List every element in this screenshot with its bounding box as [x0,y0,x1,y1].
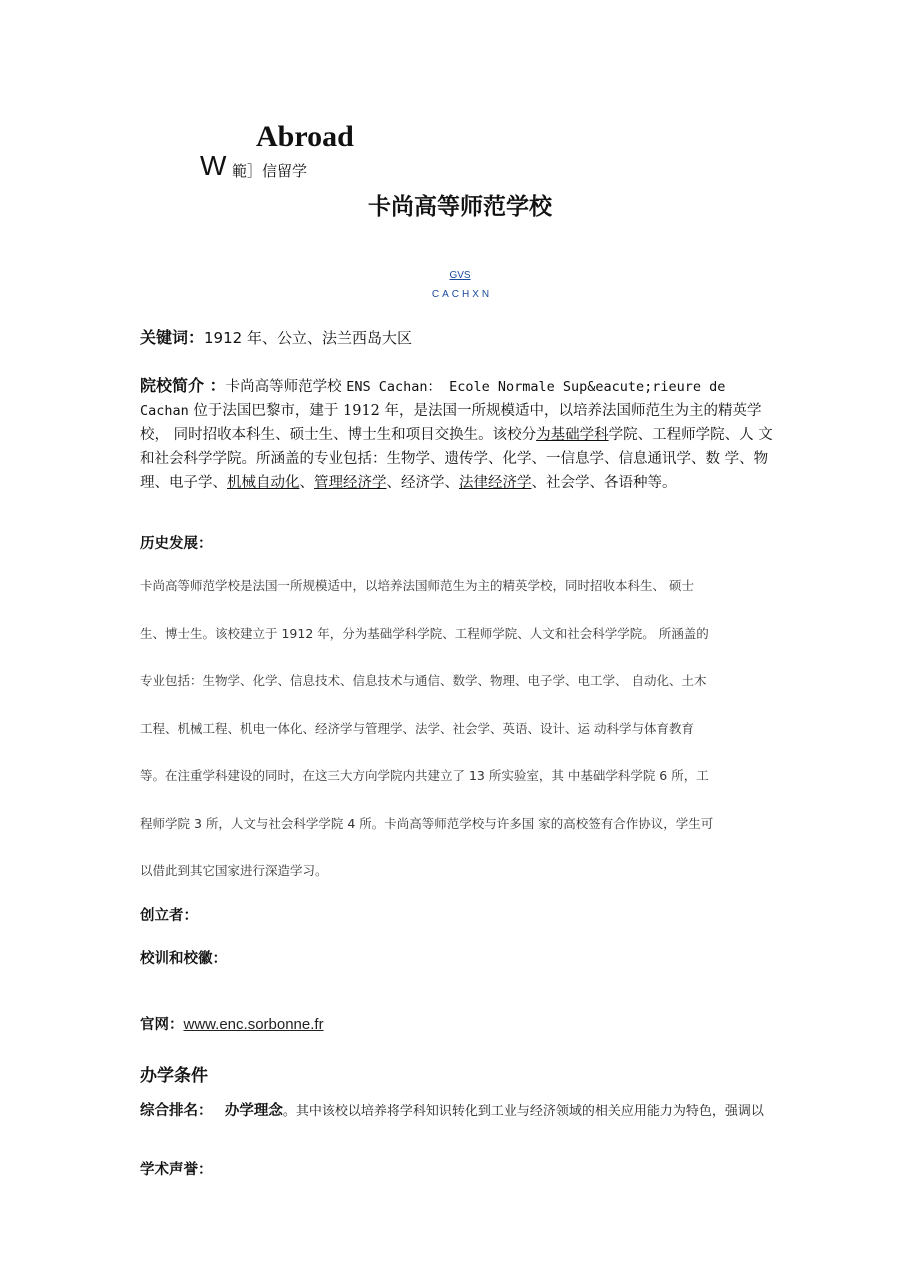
history-line: 工程、机械工程、机电一体化、经济学与管理学、法学、社会学、英语、设计、运 动科学与体育教育 [140,720,694,736]
intro-text: 卡尚高等师范学校 [225,379,347,395]
founder-heading: 创立者： [140,908,198,924]
intro-separator: 、 [299,475,314,491]
intro-text: 位于法国巴黎市，建于 1912 年，是法国一所规模适中，以培养法国师范生为主的精英学校， 同时招收本科生、硕士生、博士生和项目交换生。该校分 [140,403,762,443]
page-title: 卡尚高等师范学校 [368,194,552,220]
logo-abroad: Abroad [256,120,354,153]
emblem-caption: CACHXN [431,289,493,300]
philosophy-label: 办学理念 [224,1103,283,1119]
logo-subtitle: 範］信留学 [232,162,308,180]
website-label: 官网： [140,1017,184,1033]
history-line: 程师学院 3 所，人文与社会科学学院 4 所。卡尚高等师范学校与许多国 家的高校签有合作协议，学生可 [140,815,714,831]
intro-text: 、社会学、各语种等。 [531,475,677,491]
intro-text: 学院、工程师学院、人 文和社会科学学院。所涵盖的专业包括：生物学、遗传学、化学、一信息学、信息通讯学、数 学、物理、电子学、 [140,427,773,491]
logo-w: W [200,150,227,181]
link-basic-sciences[interactable]: 为基础学科 [536,427,609,443]
website-link[interactable]: www.enc.sorbonne.fr [183,1016,324,1033]
history-line: 卡尚高等师范学校是法国一所规模适中，以培养法国师范生为主的精英学校，同时招收本科生、 硕士 [140,578,694,593]
keywords [140,325,412,348]
link-law-economics[interactable]: 法律经济学 [459,475,532,491]
history-line: 等。在注重学科建设的同时，在这三大方向学院内共建立了 13 所实验室，其 中基础学科学院 6 所，工 [140,768,709,783]
philosophy-text: 。其中该校以培养将学科知识转化到工业与经济领域的相关应用能力为特色，强调以 [282,1104,764,1119]
intro-school-name: ENS Cachan： Ecole Normale Sup&eacute;rieure de Cachan [140,379,726,419]
keywords-value: 1912 年、公立、法兰西岛大区 [204,329,412,347]
history-heading: 历史发展： [140,536,213,552]
keywords-label: 关键词： [140,328,205,347]
emblem-gvs-link[interactable]: GVS [449,270,471,281]
ranking-paragraph [140,1100,790,1123]
link-management-economics[interactable]: 管理经济学 [314,475,387,491]
history-line: 以借此到其它国家进行深造学习。 [140,863,328,878]
website [140,1013,324,1034]
link-mechanical-automation[interactable]: 机械自动化 [227,475,300,491]
history-line: 生、博士生。该校建立于 1912 年，分为基础学科学院、工程师学院、人文和社会科学学院。 所涵盖的 [140,625,709,641]
reputation-heading: 学术声誉： [140,1162,213,1178]
history-text [140,562,785,895]
intro-text: 、经济学、 [386,475,459,491]
ranking-label: 综合排名： [140,1103,213,1119]
school-intro [140,374,780,495]
conditions-heading: 办学条件 [140,1066,208,1086]
motto-heading: 校训和校徽： [140,951,227,967]
history-line: 专业包括：生物学、化学、信息技术、信息技术与通信、数学、物理、电子学、电工学、 自动化、土木 [140,673,707,688]
intro-label: 院校简介 ： [140,376,226,395]
